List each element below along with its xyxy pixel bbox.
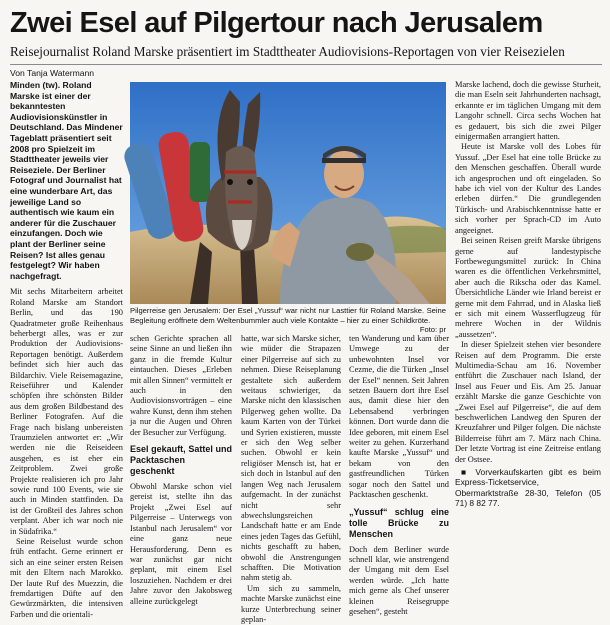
paragraph: Doch dem Berliner wurde schnell klar, wie anstrengend der Umgang mit dem Esel werden würde. „Ich hatte mich gerne als Chef unserer kleinen Reisegruppe gesehen“, gesteht: [349, 544, 449, 616]
paragraph: Marske lachend, doch die gewisse Sturheit, die man Eseln seit Jahrhunderten nachsagt, erkannte er im täglichen Umgang mit dem Langohr schnell. Circa sechs Wochen hat es gedauert, bis sich die zwei Pilger einigermaßen arrangiert hatten.: [455, 80, 601, 142]
ticket-info: ■ Vorverkaufskarten gibt es beim Express-Ticketservice, Obermarktstraße 28-30, Telefon (05 71) 8 82 77.: [455, 467, 601, 509]
headline: Zwei Esel auf Pilgertour nach Jerusalem: [10, 7, 543, 39]
article-photo: [130, 82, 446, 304]
paragraph: Mit sechs Mitarbeitern arbeitet Roland Marske am Standort Berlin, und das 190 Quadratmeter große Reihenhaus beherbergt alles, was er zur Produktion der Audiovisions-Reportagen benötigt. Außerdem befindet sich hier auch das Bildarchiv. Viele Reisemagazine, Reiseführer und Kalender schöpfen ihre schönsten Bilder aus dem großen Bildbestand des Berliner Fotografen. Auf die Frage nach bislang unbereisten Traumzielen antwortet er: „Wir werden nie die Reiseideen ausgehen, es ist eher ein Zeitproblem. Zwei große Projekte realisieren ich pro Jahr sowie rund 100 Events, wie sie auch in Minden stattfinden. Da ist der Großteil des Jahres schon verplant. Aber ich war noch nie in Südafrika.“: [10, 287, 123, 536]
subheadline: Reisejournalist Roland Marske präsentiert im Stadttheater Audiovisions-Reportagen von vier Reisezielen: [10, 44, 565, 59]
article-column-1: [10, 80, 123, 619]
header-rule: [10, 64, 602, 65]
paragraph: hatte, war sich Marske sicher, wie müder die Strapazen einer Pilgerreise auf sich zu nehmen. Diese Reiseplanung gestaltete sich außerdem weitaus schwieriger, da Marske nicht den klassischen Pilgerweg gehen wollte. Da kaum Karten von der Türkei und Syrien existieren, musste er sich den Weg selber suchen. Obwohl er kein religiöser Mensch ist, hat er sich doch in Istanbul auf den langen Weg nach Jerusalem aufgemacht. In der zunächst nicht sehr abwechslungsreichen Landschaft hatte er am Ende eines jeden Tages das Gefühl, nichts geschafft zu haben, obwohl die Anstrengungen schafften. Die Motivation nahm stetig ab.: [241, 334, 341, 583]
article-column-4: [349, 334, 449, 616]
article-column-3: [241, 334, 341, 624]
photo-caption: [130, 306, 446, 335]
caption-text: Pilgerreise gen Jerusalem: Der Esel „Yussuf“ war nicht nur Lasttier für Roland Marske. Seine Begleitung eröffnete dem Weltenbummler auch viele Kontakte – hier zu einer Schildkröte.: [130, 306, 446, 325]
article-column-5: [455, 80, 601, 560]
article-column-2: [130, 334, 232, 606]
paragraph: Seine Reiselust wurde schon früh entfacht. Gerne erinnert er sich an eine seiner ersten Reisen mit den Eltern nach Marokko. Der laute Ruf des Muezzin, die fremdartigen Düfte auf den Gewürzmärkten, die intensiven Farben und die orientali-: [10, 537, 123, 619]
byline: Von Tanja Watermann: [10, 68, 95, 78]
section-subheading: Esel gekauft, Sattel und Packtaschen geschenkt: [130, 444, 232, 477]
paragraph: In dieser Spielzeit stehen vier besondere Reisen auf dem Programm. Die erste Multimedia-Schau am 16. November entführt die Zuschauer nach Island, der Insel aus Feuer und Eis. Am 25. Januar erzählt Marske die ganze Geschichte von „Zwei Esel auf Pilgerreise“, die auf dem beschwerlichen Landweg den Spuren der Kreuzfahrer und Pilger folgen. Die nächste Bilderreise führt am 7. März nach China. Der letzte Vortrag ist eine Zeitreise entlang der Ostsee.: [455, 340, 601, 464]
paragraph: Obwohl Marske schon viel gereist ist, stellte ihn das Projekt „Zwei Esel auf Pilgerreise – Unterwegs von Istanbul nach Jerusalem“ vor eine ganz neue Herausforderung. Denn es war zunächst gar nicht geplant, mit einem Esel loszuziehen. Nachdem er drei Jahre zuvor den Jakobsweg alleine zurückgelegt: [130, 482, 232, 606]
paragraph: Heute ist Marske voll des Lobes für Yussuf. „Der Esel hat eine tolle Brücke zu den Menschen geschaffen. Überall wurde ich angesprochen und oft eingeladen. So habe ich viel von der Kultur des Landes erleben dürfen.“ Die grundlegenden Türkisch- und Arabischkenntnisse hatte er sich vorher per Sprach-CD im Auto angeeignet.: [455, 142, 601, 235]
paragraph: ten Wanderung und kam über Umwege zu der unbewohnten Insel vor Cezme, die die Türken „Insel der Esel“ nennen. Seit Jahren setzen Bauern dort ihre Esel aus, damit diese hier den Lebensabend verbringen können. Dort wurde dann die Idee geboren, mit einem Esel weiter zu gehen. Kurzerhand kaufte Marske „Yussuf“ und bekam von den gastfreundlichen Türken sogar noch den Sattel und Packtaschen geschenkt.: [349, 334, 449, 500]
photo-credit: Foto: pr: [419, 325, 446, 335]
paragraph: Bei seinen Reisen greift Marske übrigens gerne auf landestypische Fortbewegungsmittel zurück: In China waren es die öffentlichen Verkehrsmittel, aber auch die Rikscha oder das Kamel. Übersichtliche Länder wie Irland bereist er gerne mit dem Fahrrad, und in Alaska ließ er sich mit einem Wasserflugzeug für mehrere Wochen in der Wildnis „aussetzen“.: [455, 236, 601, 339]
paragraph: schen Gerichte sprachen all seine Sinne an und ließen ihn ganz in die fremde Kultur eintauchen. Dieses „Erleben mit allen Sinnen“ vermittelt er auch in den Audiovisionsvorträgen – eine wahre Kunst, denn ihm stehen ja nur die Augen und Ohren der Besucher zur Verfügung.: [130, 334, 232, 437]
paragraph: Um sich zu sammeln, machte Marske zunächst eine kurze Unterbrechung seiner geplan-: [241, 583, 341, 624]
section-subheading: „Yussuf“ schlug eine tolle Brücke zu Menschen: [349, 506, 449, 539]
lead-paragraph: Minden (tw). Roland Marske ist einer der bekanntesten Audiovisionskünstler in Deutschland. Das Mindener Tageblatt präsentiert seit 2008 pro Spielzeit im Stadttheater jeweils vier Reiseziele. Der Berliner Fotograf und Journalist hat eine wunderbare Art, das jeweilige Land so authentisch wie kaum ein anderer für die Zuschauer einzufangen. Doch wie plant der Berliner seine Reisen? Ist alles genau festgelegt? Wir haben nachgefragt.: [10, 80, 123, 281]
